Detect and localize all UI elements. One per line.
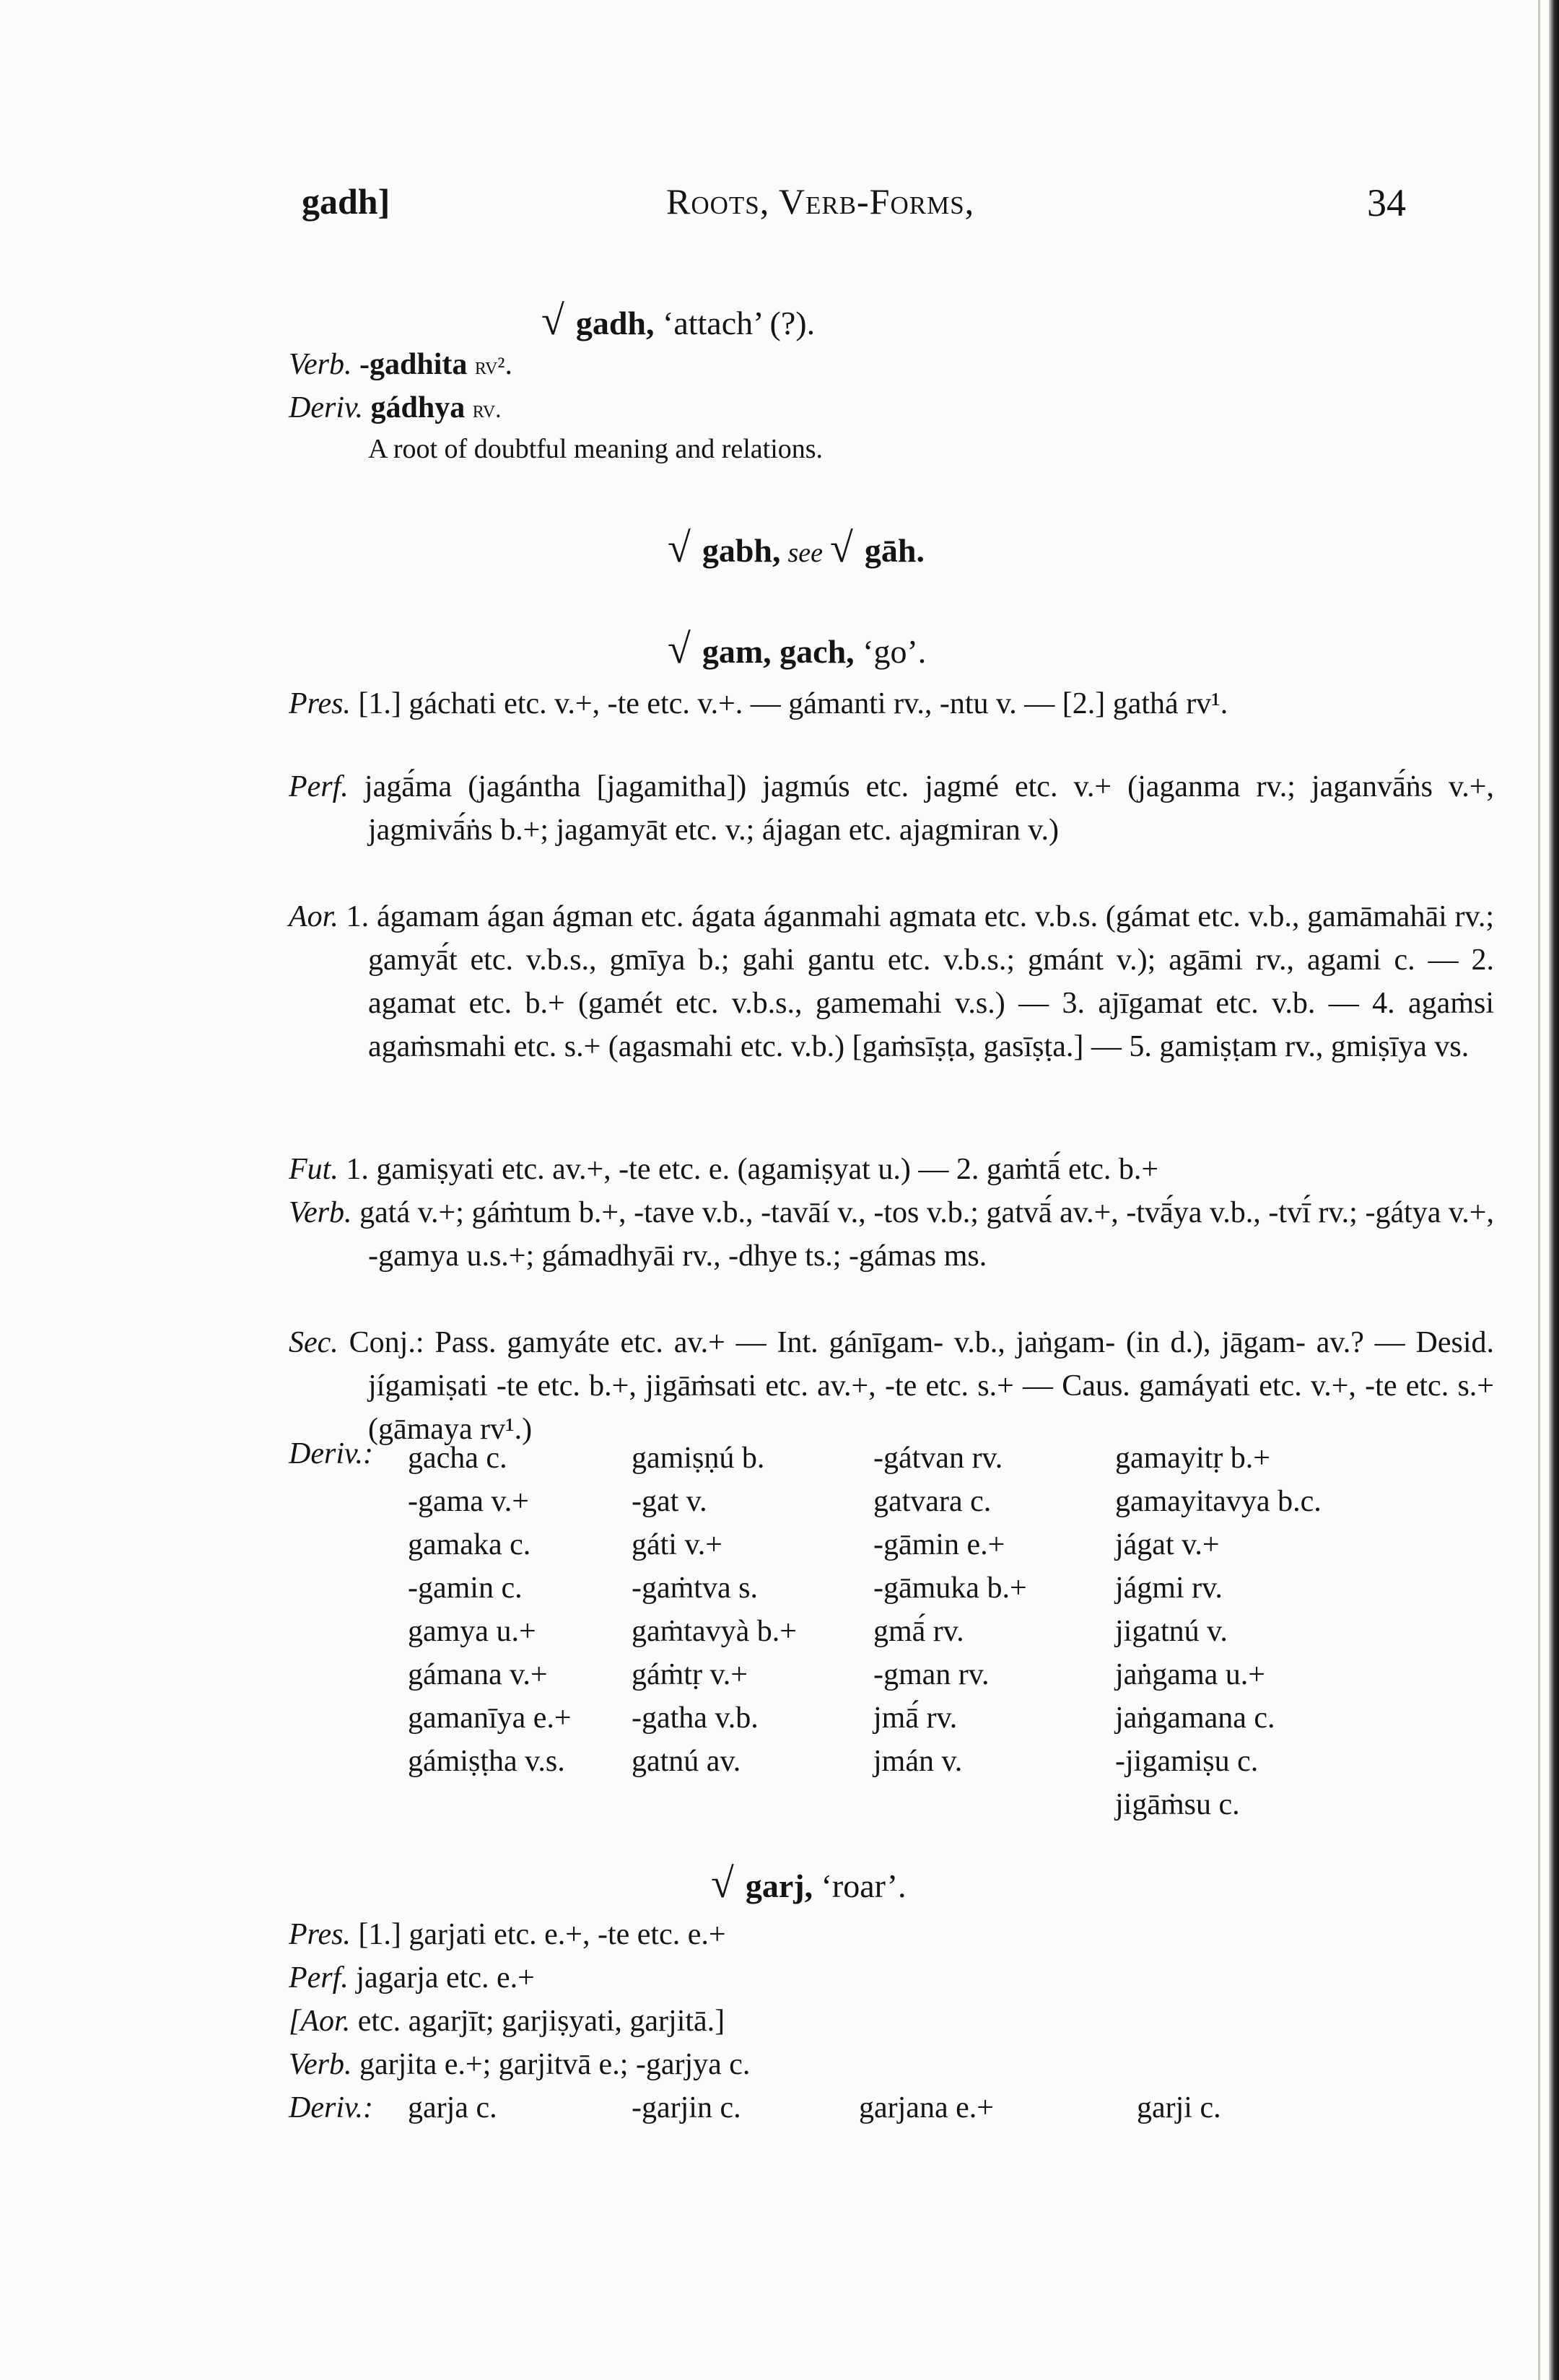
running-header xyxy=(302,180,1406,231)
gam-deriv-col-4: gamayitṛ b.+ gamayitavya b.c. jágat v.+ jágmi rv. jigatnú v. jaṅgama u.+ jaṅgamana c. -jigamiṣu c. jigāṁsu c. xyxy=(1115,1442,1322,1821)
root-heading-gadh xyxy=(541,296,815,344)
gam-aor: Aor. 1. ágamam ágan ágman etc. ágata áganmahi agmata etc. v.b.s. (gámat etc. v.b., gamāmahāi rv.; gamyā́t etc. v.b.s., gmīya b.; gahi gantu etc. v.b.s.; gmánt v.); agāmi rv., agami c. — 2. agamat etc. b.+ (gamét etc. v.b.s., gamemahi v.s.) — 3. ajīgamat etc. v.b. — 4. agaṁsi agaṁsmahi etc. s.+ (agasmahi etc. v.b.) [gaṁsīṣṭa, gasīṣṭa.] — 5. gamiṣṭam rv., gmiṣīya vs. xyxy=(289,900,1494,1063)
header-root-key: gadh] xyxy=(302,181,390,222)
garj-pres: Pres. [1.] garjati etc. e.+, -te etc. e.+ xyxy=(289,1918,726,1951)
gam-sec: Sec. Conj.: Pass. gamyáte etc. av.+ — Int. gánīgam- v.b., jaṅgam- (in d.), jāgam- av.? — Desid. jígamiṣati -te etc. b.+, jigāṁsati etc. av.+, -te etc. s.+ — Caus. gamáyati etc. v.+, -te etc. s.+ (gāmaya rv¹.) xyxy=(289,1326,1494,1446)
garj-deriv-4: garji c. xyxy=(1137,2091,1221,2124)
gadh-note: A root of doubtful meaning and relations. xyxy=(368,434,824,464)
root-gloss: ‘attach’ (?). xyxy=(663,305,816,341)
root-name: gadh, xyxy=(575,305,655,341)
garj-deriv-3: garjana e.+ xyxy=(859,2091,994,2124)
radical-sign-icon: √ xyxy=(541,297,564,344)
page-edge-line xyxy=(1538,0,1540,2380)
gam-verb: Verb. gatá v.+; gáṁtum b.+, -tave v.b., -tavāí v., -tos v.b.; gatvā́ av.+, -tvā́ya v.b., -tvī́ rv.; -gátya v.+, -gamya u.s.+; gámadhyāi rv., -dhye ts.; -gámas ms. xyxy=(289,1196,1494,1273)
gadh-verb-line: Verb. -gadhita rv². xyxy=(289,348,512,381)
gam-deriv-label: Deriv.: xyxy=(289,1437,373,1470)
gam-deriv-col-1: gacha c. -gama v.+ gamaka c. -gamin c. gamya u.+ gámana v.+ gamanīya e.+ gámiṣṭha v.s. xyxy=(408,1442,572,1778)
radical-sign-icon: √ xyxy=(711,1860,734,1906)
garj-verb: Verb. garjita e.+; garjitvā e.; -garjya c. xyxy=(289,2048,751,2081)
gam-deriv-col-3: -gátvan rv. gatvara c. -gāmin e.+ -gāmuka b.+ gmā́ rv. -gman rv. jmā́ rv. jmán v. xyxy=(873,1442,1027,1778)
root-heading-garj: √ garj, ‘roar’. xyxy=(711,1860,907,1906)
garj-aor: [Aor. etc. agarjīt; garjiṣyati, garjitā.] xyxy=(289,2005,725,2038)
gam-pres: Pres. [1.] gáchati etc. v.+, -te etc. v.+. — gámanti rv., -ntu v. — [2.] gathá rv¹. xyxy=(289,687,1228,720)
root-heading-gabh: √ gabh, see √ gāh. xyxy=(668,524,925,571)
garj-deriv-1: garja c. xyxy=(408,2091,497,2124)
radical-sign-icon: √ xyxy=(668,524,691,571)
radical-sign-icon: √ xyxy=(830,524,853,571)
gam-perf: Perf. jagā́ma (jagántha [jagamitha]) jagmús etc. jagmé etc. v.+ (jaganma rv.; jaganvā́ṅs v.+, jagmivā́ṅs b.+; jagamyāt etc. v.; ájagan etc. ajagmiran v.) xyxy=(289,770,1494,847)
garj-perf: Perf. jagarja etc. e.+ xyxy=(289,1961,535,1995)
garj-deriv-label: Deriv.: xyxy=(289,2091,373,2124)
root-heading-gam: √ gam, gach, ‘go’. xyxy=(668,625,927,672)
page-edge-shadow xyxy=(1549,0,1559,2380)
garj-deriv-2: -garjin c. xyxy=(632,2091,741,2124)
gam-fut: Fut. 1. gamiṣyati etc. av.+, -te etc. e. (agamiṣyat u.) — 2. gaṁtā́ etc. b.+ xyxy=(289,1153,1159,1186)
header-title: Roots, Verb-Forms, xyxy=(666,181,975,222)
radical-sign-icon: √ xyxy=(668,625,691,672)
page-number: 34 xyxy=(1367,181,1406,225)
gam-deriv-col-2: gamiṣṇú b. -gat v. gáti v.+ -gaṁtva s. gaṁtavyà b.+ gáṁtṛ v.+ -gatha v.b. gatnú av. xyxy=(632,1442,797,1778)
gadh-deriv-line: Deriv. gádhya rv. xyxy=(289,391,502,424)
